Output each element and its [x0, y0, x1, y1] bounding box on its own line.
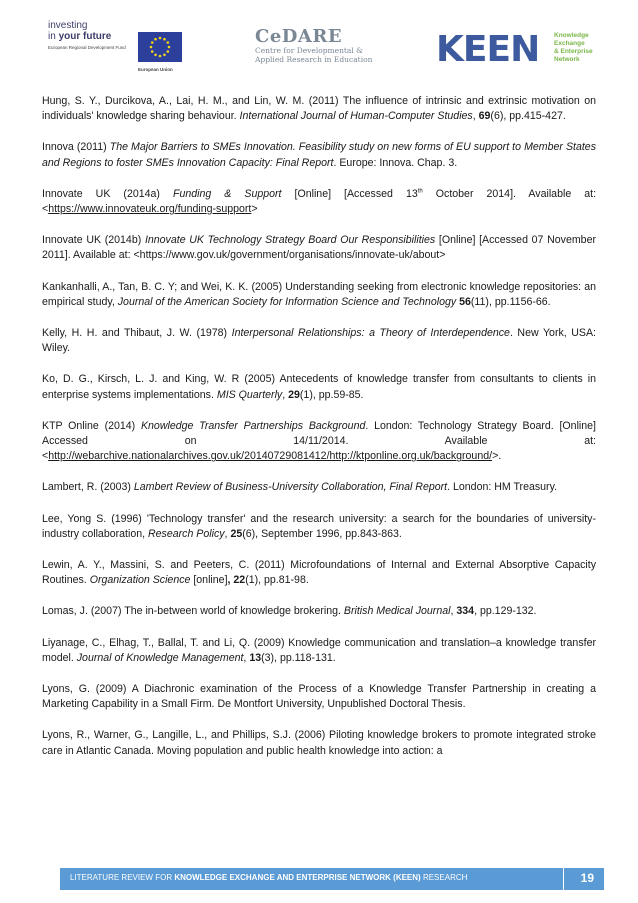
ref-text: , — [224, 527, 231, 540]
ref-source: Innovate UK Technology Strategy Board Our Responsibilities — [144, 234, 436, 247]
keen-tag-2: Exchange — [554, 40, 585, 47]
ref-volume: 13 — [249, 651, 262, 664]
reference-innova-2011 — [42, 140, 596, 170]
eu-label: European Union — [138, 67, 173, 72]
reference-hung-2011 — [42, 94, 596, 124]
keen-wordmark: KEEN — [436, 29, 540, 70]
ref-source: Funding & Support — [172, 187, 282, 200]
ref-text: . New York, USA: Wiley. — [42, 327, 596, 355]
ref-link[interactable]: http://webarchive.nationalarchives.gov.uk/20140729081412/http://ktponline.org.uk/background/ — [48, 450, 493, 463]
ref-text: [Online] [Accessed 13 — [281, 187, 418, 200]
page-footer — [60, 868, 604, 890]
page-number: 19 — [580, 871, 594, 885]
ref-text: Innova (2011) — [42, 141, 110, 154]
ref-text: Kelly, H. H. and Thibaut, J. W. (1978) — [42, 327, 232, 340]
reference-innovate-uk-2014a — [42, 187, 596, 217]
footer-divider — [563, 868, 564, 890]
investing-in-your-future-logo — [48, 20, 188, 74]
ref-text: , — [472, 110, 479, 123]
ref-source: Journal of Knowledge Management — [76, 651, 244, 664]
ref-text: Lyons, R., Warner, G., Langille, L., and Phillips, S.J. (2006) Piloting knowledge brokers to promote integrated stroke care in Atlantic Canada. Moving population and public health knowledge into action: a — [42, 729, 596, 757]
reference-ktp-online-2014 — [42, 419, 596, 465]
ref-source: Research Policy — [148, 527, 225, 540]
ref-text: [online] — [190, 574, 228, 587]
ref-volume: 56 — [459, 295, 471, 308]
iyf-line1: investing — [48, 20, 88, 31]
ref-source: British Medical Journal — [343, 605, 451, 618]
ref-text: (1), pp.81-98. — [245, 574, 309, 587]
ref-text: , — [450, 605, 457, 618]
footer-part-3: KNOWLEDGE EXCHANGE AND ENTERPRISE NETWORK (KEEN) — [174, 873, 421, 882]
ref-source: International Journal of Human-Computer Studies — [239, 110, 473, 123]
cedare-logo — [255, 28, 395, 64]
keen-tagline — [554, 32, 593, 64]
cedare-subtitle-2: Applied Research in Education — [255, 55, 373, 64]
keen-tag-1: Knowledge — [554, 32, 589, 39]
ref-source: Knowledge Transfer Partnerships Background — [140, 419, 366, 432]
ref-text: (1), pp.59-85. — [299, 388, 364, 401]
ref-text: Lomas, J. (2007) The in-between world of knowledge brokering. — [42, 605, 344, 618]
ref-volume: 29 — [288, 388, 300, 401]
ref-text: October 2014]. Available at: < — [42, 187, 597, 216]
ref-text: Hung, S. Y., Durcikova, A., Lai, H. M., and Lin, W. M. (2011) The influence of intrinsic and extrinsic motivation on individuals' knowledge sharing behaviour. — [42, 95, 596, 123]
keen-tag-3: & Enterprise — [554, 48, 593, 55]
ref-text: (3), pp.118-131. — [261, 651, 336, 664]
ref-volume: 334 — [456, 605, 475, 618]
ref-text: >. — [492, 450, 502, 463]
ref-text: (6), September 1996, pp.843-863. — [242, 527, 402, 540]
reference-lee-1996 — [42, 512, 596, 542]
eu-flag-icon — [138, 32, 182, 62]
ref-source: Lambert Review of Business-University Collaboration, Final Report — [133, 481, 448, 494]
ref-text: . London: HM Treasury. — [447, 481, 558, 494]
ref-text: [Online] [Accessed 07 November 2011]. Available at: <https://www.gov.uk/government/organisations/innovate-uk/about> — [42, 234, 596, 262]
footer-part-1: LITERATURE REVIEW — [70, 873, 153, 882]
cedare-subtitle-1: Centre for Developmental & — [255, 46, 363, 55]
eu-stars-icon — [138, 32, 182, 62]
ref-text: KTP Online (2014) — [42, 419, 141, 432]
ref-link[interactable]: https://www.innovateuk.org/funding-support — [48, 203, 252, 216]
ref-text: Lee, Yong S. (1996) 'Technology transfer' and the research university: a search for the boundaries of university-industry collaboration, — [42, 512, 596, 540]
ref-superscript: th — [417, 188, 423, 195]
ref-text: Lyons, G. (2009) A Diachronic examination of the Process of a Knowledge Transfer Partnership in creating a Marketing Capability in a Small Firm. De Montfort University, Unpublished Doctoral Thesis. — [42, 683, 596, 711]
ref-text: , — [243, 651, 250, 664]
ref-text: Kankanhalli, A., Tan, B. C. Y; and Wei, K. K. (2005) Understanding seeking from electronic knowledge repositories: an empirical study, — [42, 280, 596, 308]
page-header — [0, 0, 638, 88]
ref-text: Lambert, R. (2003) — [42, 481, 134, 494]
reference-kelly-1978 — [42, 326, 596, 356]
ref-volume: 25 — [230, 527, 243, 540]
reference-ko-2005 — [42, 372, 596, 402]
iyf-line2 — [48, 31, 132, 42]
ref-text: Liyanage, C., Elhag, T., Ballal, T. and Li, Q. (2009) Knowledge communication and translation–a knowledge transfer model. — [42, 636, 596, 664]
keen-tag-4: Network — [554, 56, 580, 63]
keen-logo — [436, 30, 596, 80]
footer-part-4: RESEARCH — [420, 873, 468, 882]
reference-lyons-2009 — [42, 682, 596, 712]
reference-kankanhalli-2005 — [42, 280, 596, 310]
ref-text: > — [251, 203, 258, 216]
ref-source: Journal of the American Society for Information Science and Technology — [117, 295, 457, 308]
ref-text: (6), pp.415-427. — [490, 110, 566, 123]
reference-liyanage-2009 — [42, 636, 596, 666]
ref-source: Interpersonal Relationships: a Theory of Interdependence — [231, 327, 510, 340]
cedare-title: CeDARE — [255, 26, 343, 47]
ref-source: Organization Science — [89, 574, 191, 587]
reference-lewin-2011 — [42, 558, 596, 588]
iyf-fund-label: European Regional Development Fund — [48, 45, 126, 50]
ref-volume: , 22 — [227, 574, 246, 587]
reference-lyons-2006 — [42, 728, 596, 758]
ref-text: , pp.129-132. — [474, 605, 537, 618]
reference-lambert-2003 — [42, 480, 596, 495]
ref-text: Innovate UK (2014b) — [42, 234, 145, 247]
footer-title — [70, 873, 467, 882]
reference-list — [42, 94, 596, 775]
ref-text: Ko, D. G., Kirsch, L. J. and King, W. R (2005) Antecedents of knowledge transfer from consultants to clients in enterprise systems implementations. — [42, 373, 596, 401]
ref-text: Innovate UK (2014a) — [42, 187, 173, 200]
ref-text: (11), pp.1156-66. — [470, 295, 551, 308]
footer-part-2: FOR — [152, 873, 175, 882]
ref-text: Lewin, A. Y., Massini, S. and Peeters, C. (2011) Microfoundations of Internal and External Absorptive Capacity Routines. — [42, 559, 596, 587]
ref-text: . London: Technology Strategy Board. [Online] Accessed on 14/11/2014. Available at: < — [42, 419, 597, 463]
ref-text: . Europe: Innova. Chap. 3. — [333, 156, 458, 169]
ref-volume: 69 — [478, 110, 491, 123]
iyf-text-block — [48, 20, 132, 51]
iyf-line2-b: your future — [58, 31, 112, 42]
iyf-line2-a: in — [48, 31, 59, 42]
reference-innovate-uk-2014b — [42, 233, 596, 263]
ref-source: MIS Quarterly — [216, 388, 283, 401]
ref-source: The Major Barriers to SMEs Innovation. Feasibility study on new forms of EU support to Member States and Regions to foster SMEs Innovation Capacity: Final Report — [42, 141, 596, 169]
ref-text: , — [282, 388, 289, 401]
reference-lomas-2007 — [42, 604, 596, 619]
